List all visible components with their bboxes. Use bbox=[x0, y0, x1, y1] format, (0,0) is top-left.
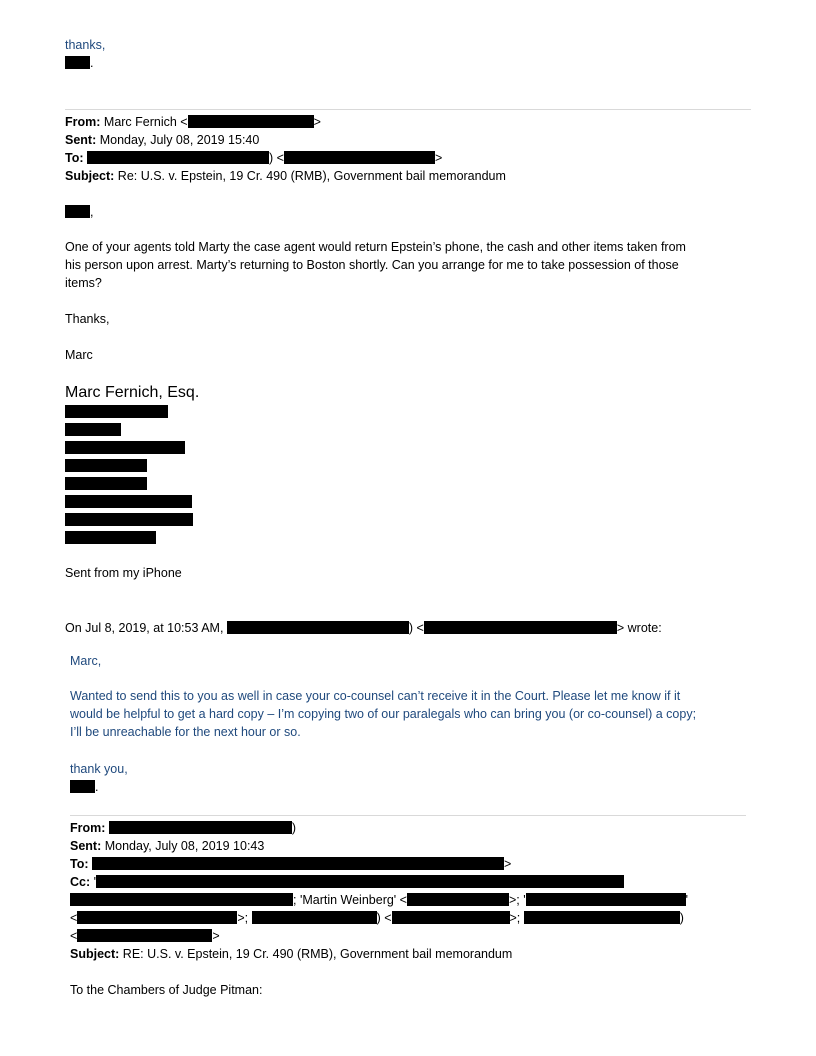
greeting bbox=[65, 205, 93, 220]
punctuation: > bbox=[504, 857, 512, 871]
header1-to bbox=[65, 151, 442, 166]
redaction-block bbox=[65, 423, 121, 436]
header1-from bbox=[65, 115, 321, 130]
quoted-greeting: Marc, bbox=[70, 654, 102, 668]
quoted-thanks: thank you, bbox=[70, 762, 128, 776]
redaction-block bbox=[65, 477, 147, 490]
cc-text: ; 'Martin Weinberg' < bbox=[293, 893, 407, 907]
punctuation: >; bbox=[509, 911, 524, 925]
quote-intro bbox=[65, 621, 662, 636]
redaction-block bbox=[526, 893, 686, 906]
punctuation: , bbox=[90, 205, 94, 219]
redaction-block bbox=[227, 621, 409, 634]
header1-subject bbox=[65, 169, 506, 184]
punctuation: ) < bbox=[408, 621, 424, 635]
quoted-signoff-name bbox=[70, 780, 98, 795]
subject-label: Subject: bbox=[70, 947, 120, 961]
header-divider bbox=[65, 109, 751, 110]
sent-value: Monday, July 08, 2019 10:43 bbox=[104, 839, 265, 853]
header1-sent bbox=[65, 133, 259, 148]
body-line: his person upon arrest. Marty’s returning to Boston shortly. Can you arrange for me to take possession of those bbox=[65, 258, 679, 272]
punctuation: < bbox=[70, 911, 78, 925]
punctuation: >; ' bbox=[508, 893, 526, 907]
redaction-block bbox=[109, 821, 292, 834]
header2-subject bbox=[70, 947, 512, 962]
to-label: To: bbox=[70, 857, 89, 871]
redaction-block bbox=[70, 780, 95, 793]
quoted-line: I’ll be unreachable for the next hour or so. bbox=[70, 725, 301, 739]
redaction-block bbox=[92, 857, 504, 870]
top-signoff: thanks, bbox=[65, 38, 106, 52]
redaction-block bbox=[65, 531, 156, 544]
redaction-block bbox=[93, 875, 624, 889]
redaction-block bbox=[65, 56, 90, 69]
to-label: To: bbox=[65, 151, 84, 165]
header2-cc bbox=[70, 875, 624, 890]
subject-value: Re: U.S. v. Epstein, 19 Cr. 490 (RMB), Government bail memorandum bbox=[117, 169, 506, 183]
from-name: Marc Fernich < bbox=[103, 115, 188, 129]
subject-value: RE: U.S. v. Epstein, 19 Cr. 490 (RMB), Government bail memorandum bbox=[122, 947, 513, 961]
cc-line bbox=[70, 893, 688, 908]
redaction-block bbox=[188, 115, 314, 128]
sent-from-iphone: Sent from my iPhone bbox=[65, 566, 182, 580]
punctuation: ' bbox=[93, 875, 97, 889]
cc-line bbox=[70, 929, 220, 944]
punctuation: ) bbox=[679, 911, 684, 925]
redaction-block bbox=[87, 151, 269, 164]
redaction-block bbox=[70, 893, 293, 906]
top-signoff-name bbox=[65, 56, 93, 71]
redaction-block bbox=[407, 893, 509, 906]
redaction-block bbox=[77, 911, 237, 924]
punctuation: . bbox=[90, 56, 94, 70]
redaction-block bbox=[424, 621, 617, 634]
cc-line bbox=[70, 911, 684, 926]
punctuation: . bbox=[95, 780, 99, 794]
redaction-block bbox=[252, 911, 377, 924]
header2-to bbox=[70, 857, 511, 872]
from-label: From: bbox=[65, 115, 101, 129]
redaction-block bbox=[77, 929, 212, 942]
redaction-block bbox=[65, 513, 193, 526]
punctuation: < bbox=[70, 929, 78, 943]
redaction-block bbox=[284, 151, 435, 164]
salutation: To the Chambers of Judge Pitman: bbox=[70, 983, 263, 997]
redaction-block bbox=[65, 205, 90, 218]
punctuation: > bbox=[434, 151, 443, 165]
punctuation: >; bbox=[237, 911, 252, 925]
sent-label: Sent: bbox=[65, 133, 97, 147]
redaction-block bbox=[392, 911, 510, 924]
signature-name: Marc Fernich, Esq. bbox=[65, 384, 200, 401]
redaction-block bbox=[65, 459, 147, 472]
from-label: From: bbox=[70, 821, 106, 835]
punctuation: > bbox=[212, 929, 220, 943]
punctuation: ) < bbox=[269, 151, 284, 165]
punctuation: ) < bbox=[376, 911, 392, 925]
redaction-block bbox=[524, 911, 680, 924]
header-divider bbox=[70, 815, 746, 816]
punctuation: ) bbox=[291, 821, 297, 835]
punctuation: ' bbox=[685, 893, 688, 907]
quote-intro-prefix: On Jul 8, 2019, at 10:53 AM, bbox=[65, 621, 224, 635]
punctuation: > bbox=[313, 115, 321, 129]
redaction-block bbox=[65, 405, 168, 418]
sent-value: Monday, July 08, 2019 15:40 bbox=[99, 133, 260, 147]
header2-from bbox=[70, 821, 296, 836]
redaction-block bbox=[65, 441, 185, 454]
body-line: items? bbox=[65, 276, 102, 290]
body-thanks: Thanks, bbox=[65, 312, 110, 326]
quoted-line: would be helpful to get a hard copy – I’m copying two of our paralegals who can bring you (or co-counsel) a copy; bbox=[70, 707, 697, 721]
cc-label: Cc: bbox=[70, 875, 91, 889]
header2-sent bbox=[70, 839, 264, 854]
quote-intro-suffix: > wrote: bbox=[616, 621, 662, 635]
quoted-line: Wanted to send this to you as well in case your co-counsel can’t receive it in the Court. Please let me know if it bbox=[70, 689, 681, 703]
redaction-block bbox=[65, 495, 192, 508]
body-name: Marc bbox=[65, 348, 93, 362]
body-line: One of your agents told Marty the case agent would return Epstein’s phone, the cash and other items taken from bbox=[65, 240, 686, 254]
subject-label: Subject: bbox=[65, 169, 115, 183]
sent-label: Sent: bbox=[70, 839, 102, 853]
